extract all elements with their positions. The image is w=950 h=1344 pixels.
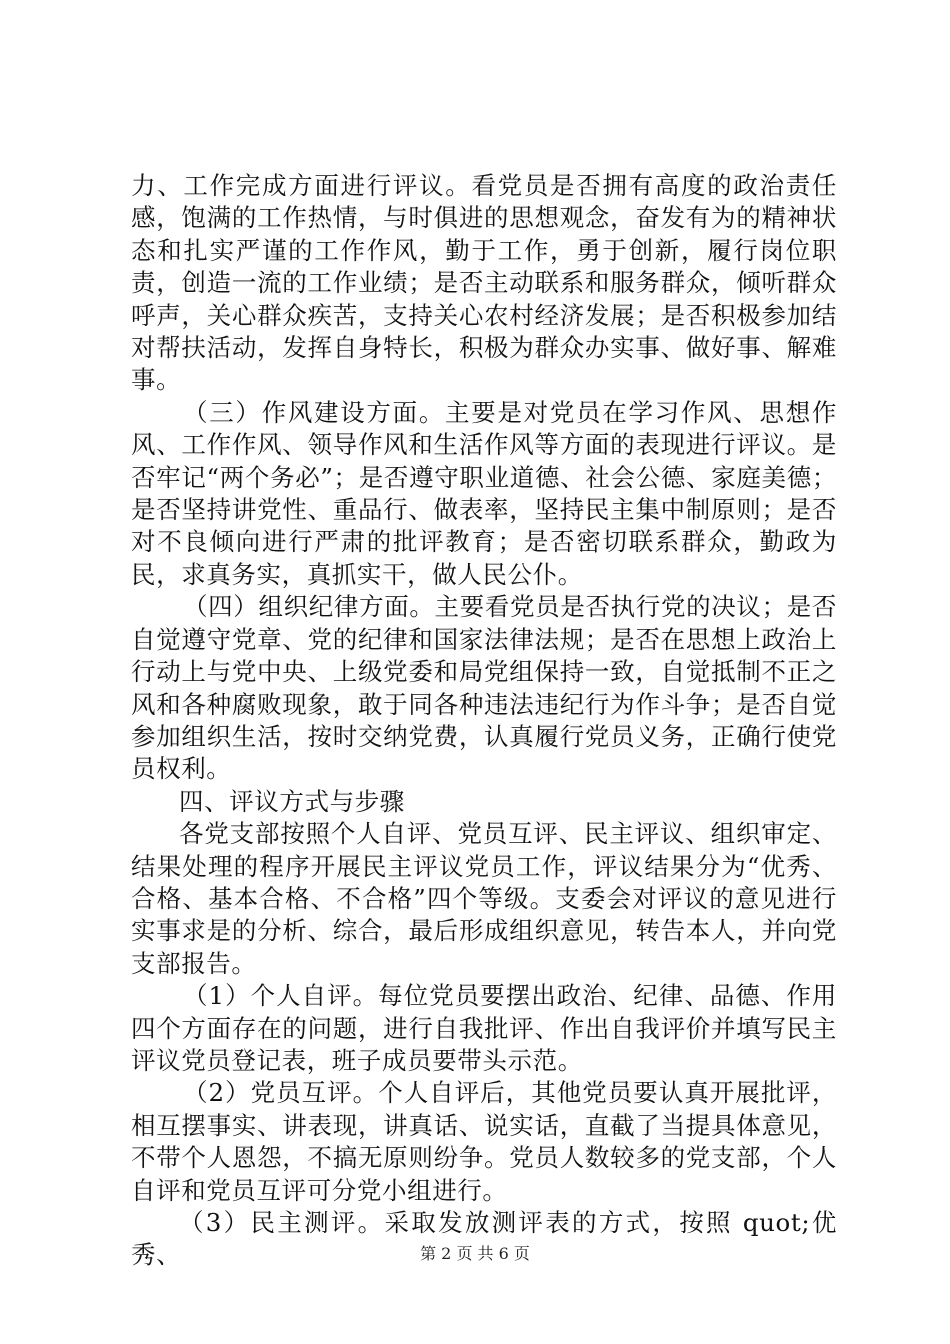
paragraph-work-style: （三）作风建设方面。主要是对党员在学习作风、思想作风、工作作风、领导作风和生活作风等方面的表现进行评议。是否牢记“两个务必”；是否遵守职业道德、社会公德、家庭美德；是否坚持讲党性、重品行、做表率，坚持民主集中制原则；是否对不良倾向进行严肃的批评教育；是否密切联系群众，勤政为民，求真务实，真抓实干，做人民公仆。 <box>131 397 837 589</box>
paragraph-peer-evaluation: （2）党员互评。个人自评后，其他党员要认真开展批评，相互摆事实、讲表现，讲真话、说实话，直截了当提具体意见，不带个人恩怨，不搞无原则纷争。党员人数较多的党支部，个人自评和党员互评可分党小组进行。 <box>131 1078 837 1205</box>
paragraph-organization-discipline: （四）组织纪律方面。主要看党员是否执行党的决议；是否自觉遵守党章、党的纪律和国家法律法规；是否在思想上政治上行动上与党中央、上级党委和局党组保持一致，自觉抵制不正之风和各种腐败现象，敢于同各种违法违纪行为作斗争；是否自觉参加组织生活，按时交纳党费，认真履行党员义务，正确行使党员权利。 <box>131 592 837 784</box>
page-number-label: 第 2 页 共 6 页 <box>420 1244 530 1263</box>
page-footer <box>0 1244 950 1264</box>
section-heading-review-method: 四、评议方式与步骤 <box>179 786 405 816</box>
paragraph-work-performance-continued: 力、工作完成方面进行评议。看党员是否拥有高度的政治责任感，饱满的工作热情，与时俱进的思想观念，奋发有为的精神状态和扎实严谨的工作作风，勤于工作，勇于创新，履行岗位职责，创造一流的工作业绩；是否主动联系和服务群众，倾听群众呼声，关心群众疾苦，支持关心农村经济发展；是否积极参加结对帮扶活动，发挥自身特长，积极为群众办实事、做好事、解难事。 <box>131 171 837 395</box>
paragraph-self-evaluation: （1）个人自评。每位党员要摆出政治、纪律、品德、作用四个方面存在的问题，进行自我批评、作出自我评价并填写民主评议党员登记表，班子成员要带头示范。 <box>131 981 837 1075</box>
paragraph-democratic-assessment: （3）民主测评。采取发放测评表的方式，按照 quot;优秀、 <box>131 1208 837 1270</box>
paragraph-review-procedure: 各党支部按照个人自评、党员互评、民主评议、组织审定、结果处理的程序开展民主评议党员工作，评议结果分为“优秀、合格、基本合格、不合格”四个等级。支委会对评议的意见进行实事求是的分析、综合，最后形成组织意见，转告本人，并向党支部报告。 <box>131 819 837 978</box>
document-body <box>131 170 837 1272</box>
